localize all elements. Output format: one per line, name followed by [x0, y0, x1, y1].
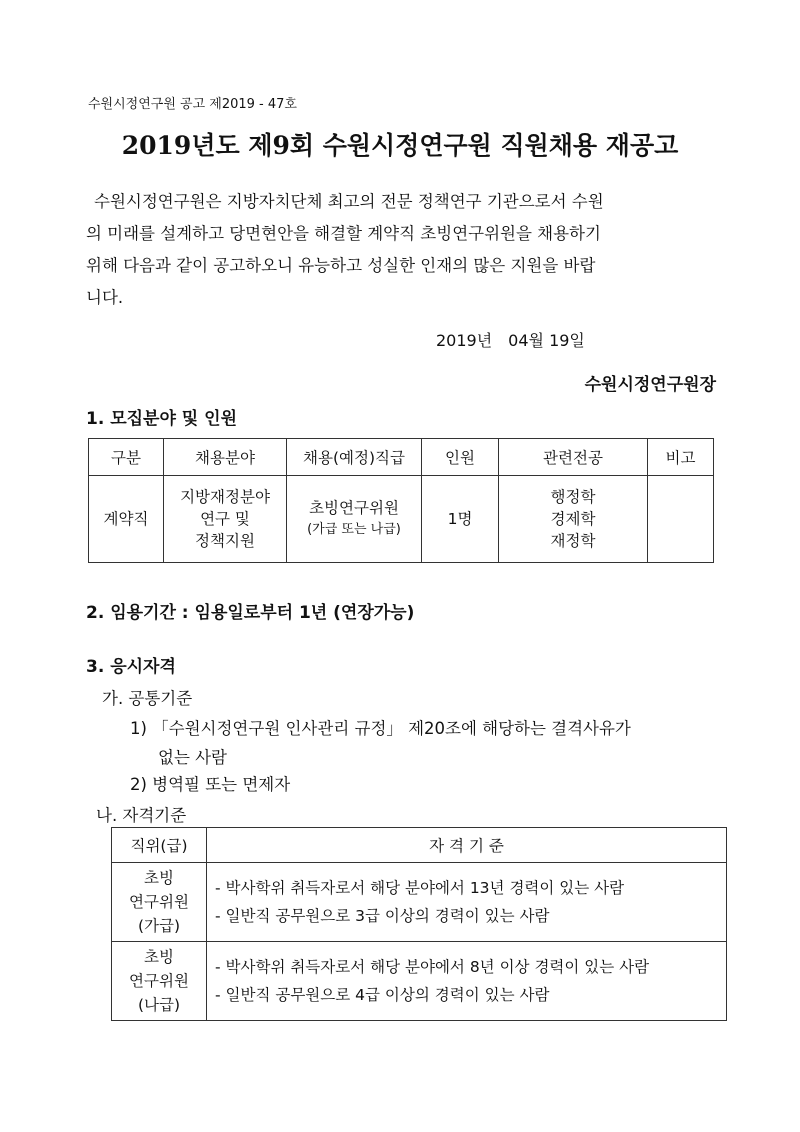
- section-heading-term: 2. 임용기간 : 임용일로부터 1년 (연장가능): [86, 603, 415, 623]
- intro-line: 위해 다음과 같이 공고하오니 유능하고 성실한 인재의 많은 지원을 바랍: [86, 256, 596, 275]
- grade-line: 연구위원: [129, 893, 189, 911]
- criteria-line: - 박사학위 취득자로서 해당 분야에서 8년 이상 경력이 있는 사람: [215, 958, 650, 976]
- table-header-cell: 인원: [422, 439, 499, 476]
- major-item: 재정학: [550, 532, 596, 550]
- criteria-cell: [207, 942, 727, 1021]
- field-line: 정책지원: [195, 532, 255, 550]
- grade-cell: [112, 942, 207, 1021]
- grade-line: (나급): [137, 996, 181, 1014]
- criteria-item-1: 1) 「수원시정연구원 인사관리 규정」 제20조에 해당하는 결격사유가: [130, 719, 631, 738]
- table-header-cell: 관련전공: [499, 439, 648, 476]
- intro-paragraph: [86, 186, 722, 314]
- subheading-qualification-criteria: 나. 자격기준: [96, 806, 187, 825]
- table-row: [112, 942, 727, 1021]
- criteria-line: - 일반직 공무원으로 4급 이상의 경력이 있는 사람: [215, 986, 550, 1004]
- grade-cell: [112, 863, 207, 942]
- page-title: 2019년도 제9회 수원시정연구원 직원채용 재공고: [121, 131, 679, 160]
- notice-number: 수원시정연구원 공고 제2019 - 47호: [88, 97, 297, 112]
- rank-main: 초빙연구위원: [309, 499, 399, 517]
- criteria-cell: [207, 863, 727, 942]
- section-heading-recruitment: 1. 모집분야 및 인원: [86, 409, 237, 429]
- major-item: 경제학: [550, 510, 596, 528]
- criteria-item-1-continued: 없는 사람: [158, 748, 228, 767]
- intro-line: 니다.: [86, 288, 124, 307]
- field-line: 지방재정분야: [180, 488, 270, 506]
- table-header-cell: 비고: [648, 439, 714, 476]
- grade-line: 연구위원: [129, 972, 189, 990]
- table-header-cell: 자 격 기 준: [207, 828, 727, 863]
- rank-cell: [287, 476, 422, 563]
- intro-line: 수원시정연구원은 지방자치단체 최고의 전문 정책연구 기관으로서 수원: [94, 192, 604, 211]
- section-heading-qualifications: 3. 응시자격: [86, 657, 176, 677]
- criteria-line: - 일반직 공무원으로 3급 이상의 경력이 있는 사람: [215, 907, 550, 925]
- table-header-cell: 구분: [89, 439, 164, 476]
- grade-line: (가급): [137, 917, 181, 935]
- criteria-line: - 박사학위 취득자로서 해당 분야에서 13년 경력이 있는 사람: [215, 879, 625, 897]
- grade-line: 초빙: [144, 869, 174, 887]
- rank-sub: (가급 또는 나급): [307, 522, 401, 537]
- issuer-name: 수원시정연구원장: [584, 375, 716, 395]
- intro-line: 의 미래를 설계하고 당면현안을 해결할 계약직 초빙연구위원을 채용하기: [86, 224, 601, 243]
- table-header-cell: 채용분야: [164, 439, 287, 476]
- employment-type-cell: 계약직: [89, 476, 164, 563]
- grade-line: 초빙: [144, 948, 174, 966]
- table-header-cell: 직위(급): [112, 828, 207, 863]
- majors-cell: [499, 476, 648, 563]
- table-header-row: [89, 439, 714, 476]
- recruitment-table: [88, 438, 714, 563]
- major-item: 행정학: [550, 488, 596, 506]
- headcount-cell: 1명: [422, 476, 499, 563]
- field-line: 연구 및: [200, 510, 250, 528]
- table-header-row: [112, 828, 727, 863]
- field-cell: [164, 476, 287, 563]
- criteria-item-2: 2) 병역필 또는 면제자: [130, 775, 291, 794]
- table-row: [112, 863, 727, 942]
- qualification-table: [111, 827, 727, 1021]
- subheading-common-criteria: 가. 공통기준: [102, 689, 193, 708]
- note-cell: [648, 476, 714, 563]
- table-header-cell: 채용(예정)직급: [287, 439, 422, 476]
- table-row: [89, 476, 714, 563]
- announcement-date: 2019년 04월 19일: [436, 331, 585, 350]
